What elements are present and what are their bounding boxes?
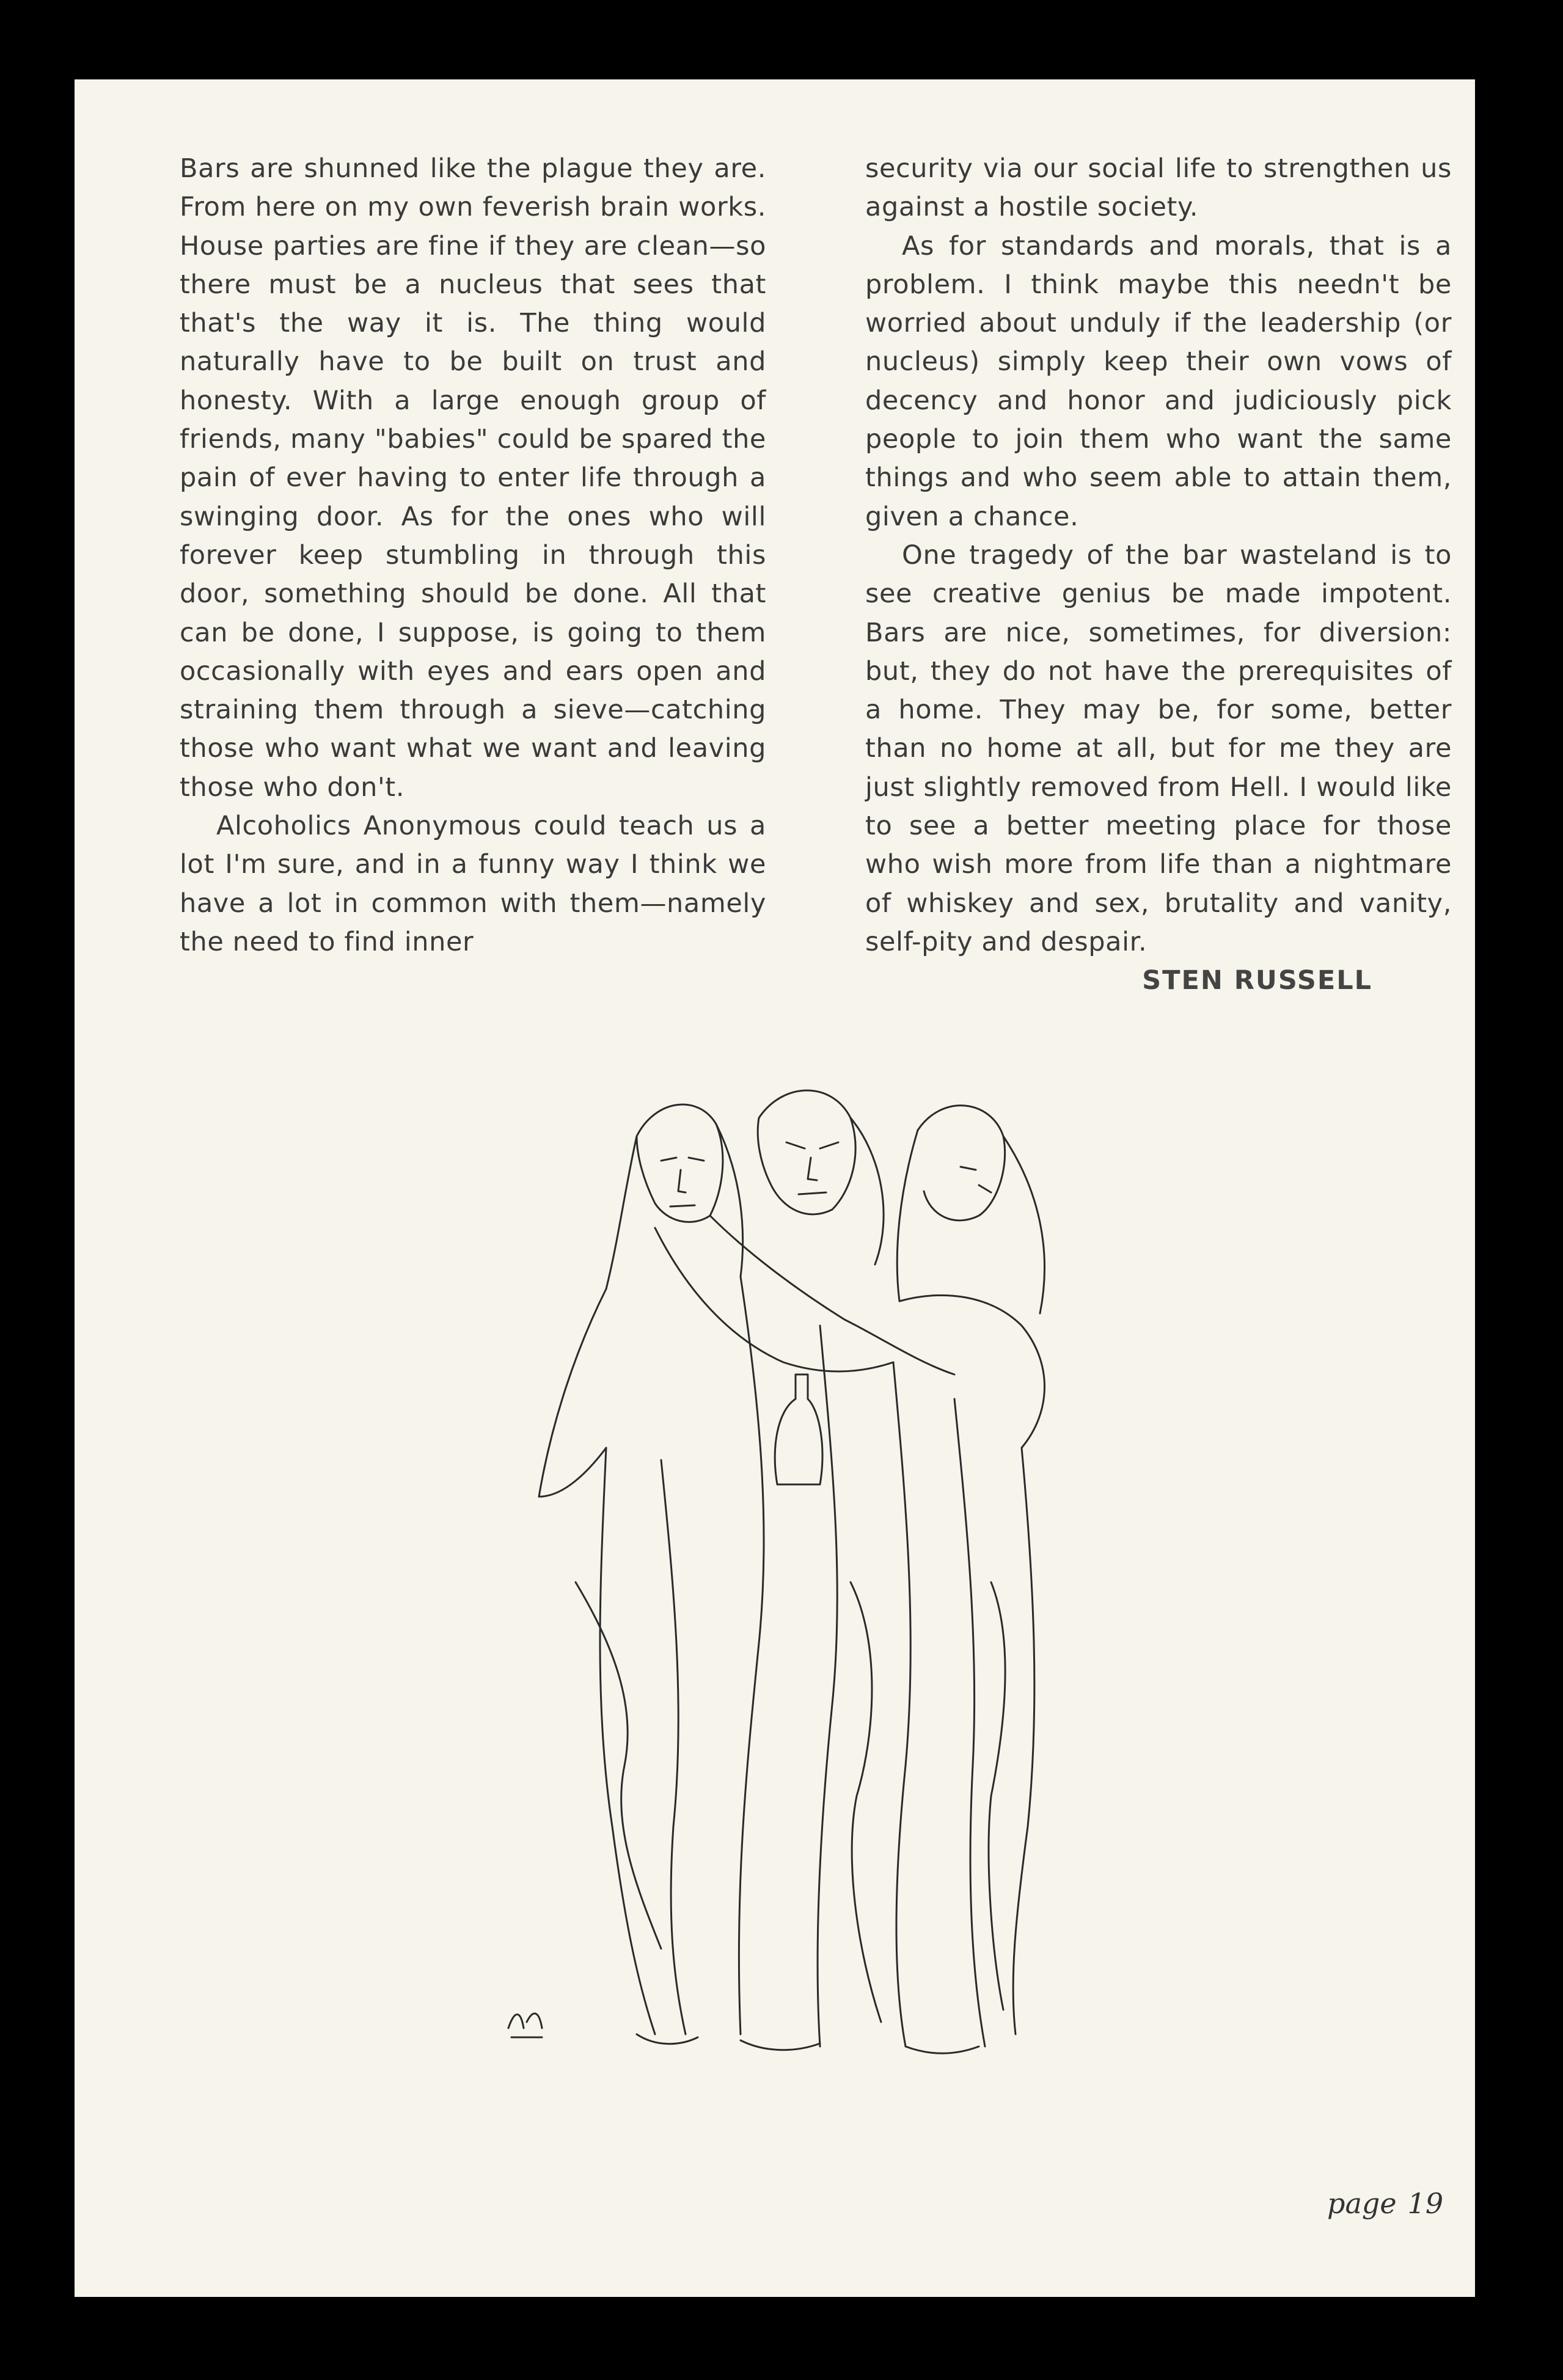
three-figures-line-drawing-icon	[453, 1032, 1156, 2071]
paragraph: security via our social life to strengthen us against a hostile society.	[865, 153, 1452, 223]
magazine-page	[75, 79, 1475, 2297]
article-right-column	[865, 150, 1452, 1001]
paragraph: Bars are shunned like the plague they are. From here on my own feverish brain works. House parties are fine if they are clean—so there must be a nucleus that sees that that's the way it is. The thing would naturally have to be built on trust and honesty. With a large enough group of friends, many "babies" could be spared the pain of ever having to enter life through a swinging door. As for the ones who will forever keep stumbling in through this door, something should be done. All that can be done, I suppose, is going to them occasionally with eyes and ears open and straining them through a sieve—catching those who want what we want and leaving those who don't.	[180, 153, 766, 803]
page-number	[1327, 2187, 1474, 2220]
article-left-column	[180, 150, 766, 962]
page-number-value: 19	[1407, 2187, 1444, 2220]
paragraph: Alcoholics Anonymous could teach us a lot I'm sure, and in a funny way I think we have a lot in common with them—namely the need to find inner	[180, 811, 766, 957]
paragraph: One tragedy of the bar wasteland is to see creative genius be made impotent. Bars are nice, sometimes, for diversion: but, they do not have the prerequisites of a home. They may be, for some, better than no home at all, but for me they are just slightly removed from Hell. I would like to see a better meeting place for those who wish more from life than a nightmare of whiskey and sex, brutality and vanity, self-pity and despair.	[865, 539, 1452, 957]
author-byline: STEN RUSSELL	[1142, 965, 1372, 996]
page-label: page	[1327, 2187, 1397, 2220]
paragraph: As for standards and morals, that is a problem. I think maybe this needn't be worried about unduly if the leadership (or nucleus) simply keep their own vows of decency and honor and judiciously pick people to join them who want the same things and who seem able to attain them, given a chance.	[865, 230, 1452, 532]
